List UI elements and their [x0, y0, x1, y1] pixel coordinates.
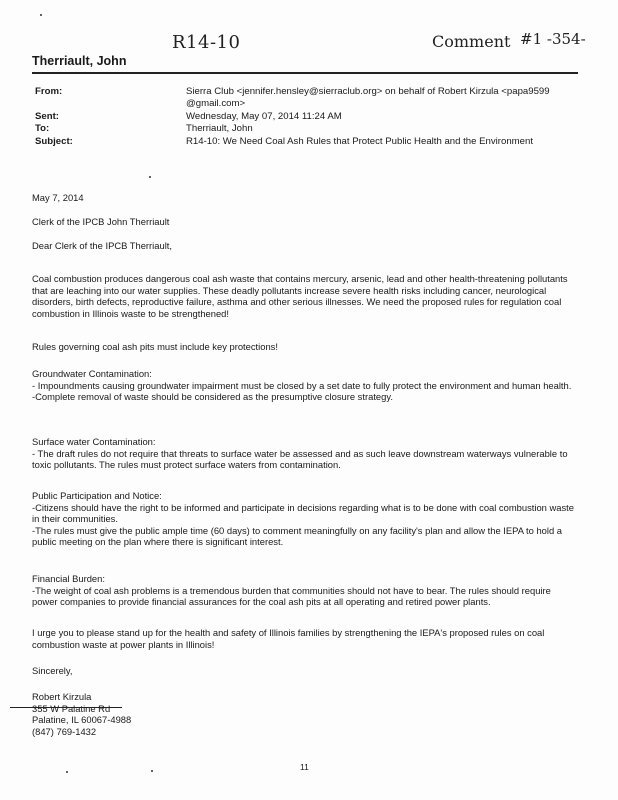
signature-block [32, 691, 577, 737]
signature-name: Robert Kirzula [32, 691, 92, 702]
scan-speck [149, 176, 151, 178]
mailbox-owner-name: Therriault, John [32, 54, 127, 68]
section-groundwater [32, 368, 577, 403]
scan-speck [151, 770, 153, 772]
section-heading: Groundwater Contamination: [32, 368, 152, 379]
letter-protections: Rules governing coal ash pits must include key protections! [32, 341, 278, 352]
section-heading: Surface water Contamination: [32, 436, 156, 447]
section-public-participation [32, 490, 577, 548]
section-line: - The draft rules do not require that threats to surface water be assessed and as such leave downstream waterways vulnerable to toxic pollutants. The rules must protect surface waters from contamination. [32, 447, 568, 471]
section-line: -The rules must give the public ample time (60 days) to comment meaningfully on any facility's plan and allow the IEPA to hold a public meeting on the plan where there is significant interest. [32, 524, 563, 548]
signature-city: Palatine, IL 60067-4988 [32, 714, 132, 726]
scan-speck [66, 771, 68, 773]
signature-street: 355 W Palatine Rd [32, 702, 111, 714]
sent-label: Sent: [35, 111, 59, 122]
section-line: -The weight of coal ash problems is a tremendous burden that communities should not have to bear. The rules should require power companies to provide financial assurances for the coal ash pits at all operating and retired power plants. [32, 584, 551, 608]
to-label: To: [35, 123, 50, 134]
docket-stamp: R14-10 [172, 32, 241, 53]
to-value: Therriault, John [186, 123, 253, 134]
page-number: 11 [300, 762, 309, 772]
letter-date: May 7, 2014 [32, 192, 84, 203]
section-heading: Financial Burden: [32, 573, 105, 584]
section-line: -Citizens should have the right to be informed and participate in decisions regarding what is to be done with coal combustion waste in their communities. [32, 501, 574, 525]
from-value: Sierra Club <jennifer.hensley@sierraclub.org> on behalf of Robert Kirzula <papa9599 @gmail.com> [186, 86, 550, 109]
letter-sign-off: Sincerely, [32, 665, 73, 676]
letter-closing-request: I urge you to please stand up for the health and safety of Illinois families by strengthening the IEPA's proposed rules on coal combustion waste at power plants in Illinois! [32, 627, 545, 650]
section-heading: Public Participation and Notice: [32, 490, 162, 501]
letter-recipient: Clerk of the IPCB John Therriault [32, 216, 170, 227]
scan-speck [40, 14, 42, 16]
section-line: - Impoundments causing groundwater impairment must be closed by a set date to fully protect the environment and human health. [32, 379, 572, 391]
subject-value: R14-10: We Need Coal Ash Rules that Protect Public Health and the Environment [186, 136, 533, 147]
section-financial-burden [32, 573, 577, 608]
letter-intro: Coal combustion produces dangerous coal ash waste that contains mercury, arsenic, lead and other health-threatening pollutants that are leaching into our water supplies. These deadly pollutants increase severe health risks including cancer, neurological disorders, birth defects, reproductive failure, asthma and other serious illnesses. We need the proposed rules for regulation coal combustion in Illinois waste to be strengthened! [32, 273, 568, 319]
signature-underline [10, 707, 122, 708]
section-line: -Complete removal of waste should be considered as the presumptive closure strategy. [32, 391, 393, 403]
comment-stamp-number: #1 -354- [520, 30, 586, 48]
header-divider [32, 72, 578, 74]
from-label: From: [35, 86, 63, 97]
signature-phone: (847) 769-1432 [32, 725, 97, 737]
section-surface-water [32, 436, 577, 471]
sent-value: Wednesday, May 07, 2014 11:24 AM [186, 111, 342, 122]
comment-stamp-label: Comment [432, 32, 511, 51]
letter-salutation: Dear Clerk of the IPCB Therriault, [32, 240, 172, 251]
subject-label: Subject: [35, 136, 73, 147]
